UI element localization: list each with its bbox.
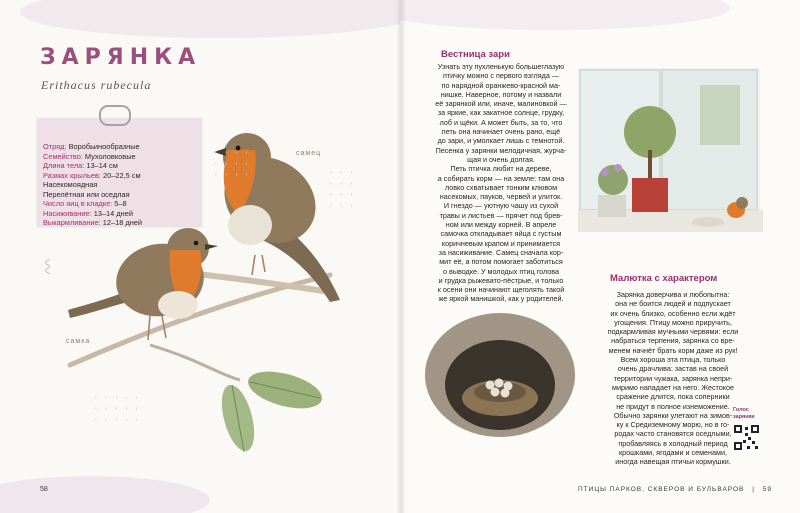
fact-row: Длина тела: 13–14 см — [43, 161, 118, 170]
fact-row: Насекомоядная — [43, 180, 98, 189]
paperclip-icon — [99, 105, 131, 126]
fact-row: Насиживание: 13–14 дней — [43, 208, 133, 218]
fact-row: Семейство: Мухоловковые — [43, 151, 136, 161]
section-text-1: Узнать эту пухленькую большеглазую птичку можно с первого взгляда — по нарядной оранжево-красной ма- нишке. Наверное, потому и назвали её зарянкой или, иначе, малиновкой — за яркие, как закатное солнце, грудку, лоб и щёки. А может быть, за то, что петь она начинает очень рано, ещё до зари, и умолкает лишь с темнотой. Песенка у зарянки мелодичная, журча- щая и очень долгая. Петь птичка любит на дереве, а собирать корм — на земле: там она ловко схватывает тонким клювом насекомых, пауков, червей и улиток. И гнездо — уютную чашу из сухой травы и листьев — прячет под брев- ном или между корней. В апреле самочка откладывает яйца с густым коричневым крапом и принимается за насиживание. Самец сначала кор- мит её, а потом помогает заботиться о выводке. У молодых птиц голова и грудка рыжевато-пёстрые, и только к осени они начинают щеголять такой же яркой манишкой, как у родителей. — [435, 62, 567, 304]
book-gutter — [396, 0, 406, 513]
female-robin-drawing — [68, 228, 218, 340]
decorative-dots: ' ' ' ' ' ' ' ' ' ' ' ' — [215, 150, 251, 182]
fact-row: Размах крыльев: 20–22,5 см — [43, 170, 141, 180]
label-male: самец — [296, 150, 322, 157]
fact-row: Число яиц в кладке: 5–8 — [43, 199, 127, 208]
right-page — [400, 0, 800, 513]
section-heading-1: Вестница зари — [441, 49, 510, 60]
decorative-dots: ' ' ' ' ' ' ' ' ' ' ' ' — [330, 170, 356, 213]
latin-name: Erithacus rubecula — [41, 78, 152, 92]
running-title: ПТИЦЫ ПАРКОВ, СКВЕРОВ И БУЛЬВАРОВ | 59 — [578, 486, 772, 493]
section-text-2: Зарянка доверчива и любопытна: она не боится людей и подпускает их очень близко, особенно если ждёт угощения. Птицу можно приручить, подкармливая мучными червями: если набраться терпения, зарянка со вре- менем начнёт брать корм даже из рук! Всем хороша эта птица, только очень драчлива: застав на своей территории чужака, зарянка непри- миримо нападает на него. Жестокое сражение длится, пока соперники не придут в полное изнеможение. Обычно зарянки улетают на зимов- ку к Средиземному морю, но в го- родах часто становятся оседлыми, пробавляясь в холодный период крошками, ягодами и семенами, иногда навещая птичьи кормушки. — [607, 290, 739, 467]
decorative-wave: 〰 — [37, 258, 55, 275]
fact-row: Выкармливание: 12–18 дней — [43, 218, 143, 227]
decorative-dots: ' ' ' ' ' ' ' ' ' ' ' ' ' ' ' — [95, 395, 141, 427]
fact-row: Перелётная или оседлая — [43, 189, 130, 199]
label-female: самка — [66, 338, 91, 345]
page-title: ЗАРЯНКА — [40, 45, 202, 70]
facts-list — [43, 142, 213, 228]
fact-row: Отряд: Воробьинообразные — [43, 142, 140, 151]
qr-label: Голос зарянки — [733, 407, 755, 420]
window-scene-illustration — [578, 68, 763, 232]
page-number-left: 58 — [40, 486, 48, 493]
section-heading-2: Малютка с характером — [610, 273, 718, 284]
nest-illustration — [425, 313, 575, 437]
page-number-right: 59 — [762, 486, 772, 493]
